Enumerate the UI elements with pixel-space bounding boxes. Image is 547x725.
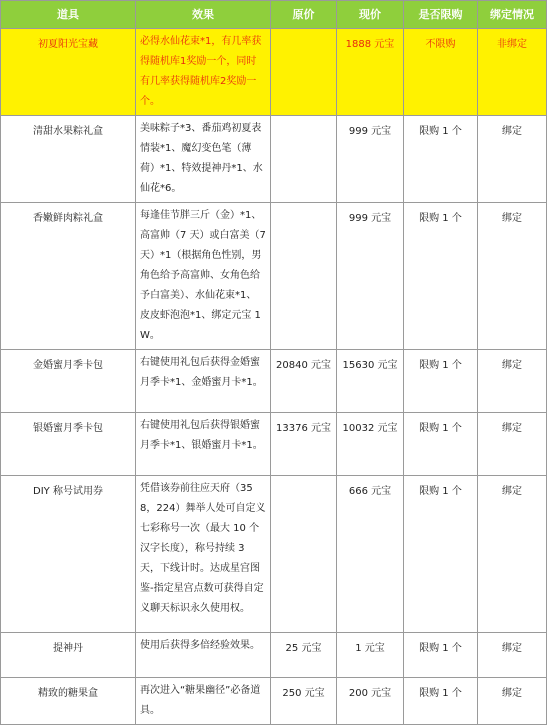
current-price: 1888 元宝 — [337, 29, 404, 116]
binding-status: 绑定 — [478, 633, 547, 678]
binding-status: 绑定 — [478, 413, 547, 476]
original-price: 13376 元宝 — [271, 413, 337, 476]
header-row — [1, 1, 547, 29]
item-name: DIY 称号试用券 — [1, 476, 136, 633]
original-price: 250 元宝 — [271, 678, 337, 725]
header-current-price: 现价 — [337, 1, 404, 29]
current-price: 666 元宝 — [337, 476, 404, 633]
purchase-limit: 不限购 — [404, 29, 478, 116]
purchase-limit: 限购 1 个 — [404, 633, 478, 678]
current-price: 999 元宝 — [337, 203, 404, 350]
item-name: 金婚蜜月季卡包 — [1, 350, 136, 413]
current-price: 200 元宝 — [337, 678, 404, 725]
item-effect: 再次进入“糖果幽径”必备道具。 — [136, 678, 271, 725]
item-effect: 凭借该券前往应天府（358，224）舞举人处可自定义七彩称号一次（最大 10 个汉字长度），称号持续 3 天，下线计时。达成星宫图鉴-指定星宫点数可获得自定义聊天标识永久使用权。 — [136, 476, 271, 633]
header-binding: 绑定情况 — [478, 1, 547, 29]
table-row — [1, 633, 547, 678]
purchase-limit: 限购 1 个 — [404, 350, 478, 413]
binding-status: 绑定 — [478, 678, 547, 725]
item-effect: 右键使用礼包后获得金婚蜜月季卡*1、金婚蜜月卡*1。 — [136, 350, 271, 413]
original-price — [271, 116, 337, 203]
item-effect: 美味粽子*3、番茄鸡初夏表情装*1、魔幻变色笔（薄荷）*1、特效提神丹*1、水仙花*6。 — [136, 116, 271, 203]
current-price: 1 元宝 — [337, 633, 404, 678]
item-name: 精致的糖果盒 — [1, 678, 136, 725]
original-price — [271, 29, 337, 116]
original-price: 20840 元宝 — [271, 350, 337, 413]
table-row — [1, 476, 547, 633]
binding-status: 绑定 — [478, 350, 547, 413]
original-price — [271, 476, 337, 633]
binding-status: 绑定 — [478, 116, 547, 203]
header-purchase-limit: 是否限购 — [404, 1, 478, 29]
header-effect: 效果 — [136, 1, 271, 29]
purchase-limit: 限购 1 个 — [404, 116, 478, 203]
binding-status: 绑定 — [478, 203, 547, 350]
current-price: 999 元宝 — [337, 116, 404, 203]
item-effect: 使用后获得多倍经验效果。 — [136, 633, 271, 678]
item-name: 初夏阳光宝藏 — [1, 29, 136, 116]
item-name: 银婚蜜月季卡包 — [1, 413, 136, 476]
purchase-limit: 限购 1 个 — [404, 203, 478, 350]
item-effect: 必得水仙花束*1，有几率获得随机库1奖励一个，同时有几率获得随机库2奖励一个。 — [136, 29, 271, 116]
table-row — [1, 116, 547, 203]
original-price: 25 元宝 — [271, 633, 337, 678]
table-row — [1, 678, 547, 725]
item-effect: 每逢佳节胖三斤（金）*1、高富帅（7 天）或白富美（7 天）*1（根据角色性别，男角色给予高富帅、女角色给予白富美）、水仙花束*1、皮皮虾泡泡*1、绑定元宝 1W。 — [136, 203, 271, 350]
header-item: 道具 — [1, 1, 136, 29]
item-name: 清甜水果粽礼盒 — [1, 116, 136, 203]
purchase-limit: 限购 1 个 — [404, 678, 478, 725]
original-price — [271, 203, 337, 350]
purchase-limit: 限购 1 个 — [404, 476, 478, 633]
header-original-price: 原价 — [271, 1, 337, 29]
purchase-limit: 限购 1 个 — [404, 413, 478, 476]
item-name: 提神丹 — [1, 633, 136, 678]
item-effect: 右键使用礼包后获得银婚蜜月季卡*1、银婚蜜月卡*1。 — [136, 413, 271, 476]
table-row — [1, 29, 547, 116]
table-row — [1, 203, 547, 350]
table-row — [1, 413, 547, 476]
current-price: 15630 元宝 — [337, 350, 404, 413]
current-price: 10032 元宝 — [337, 413, 404, 476]
binding-status: 绑定 — [478, 476, 547, 633]
binding-status: 非绑定 — [478, 29, 547, 116]
table-row — [1, 350, 547, 413]
item-name: 香嫩鲜肉粽礼盒 — [1, 203, 136, 350]
